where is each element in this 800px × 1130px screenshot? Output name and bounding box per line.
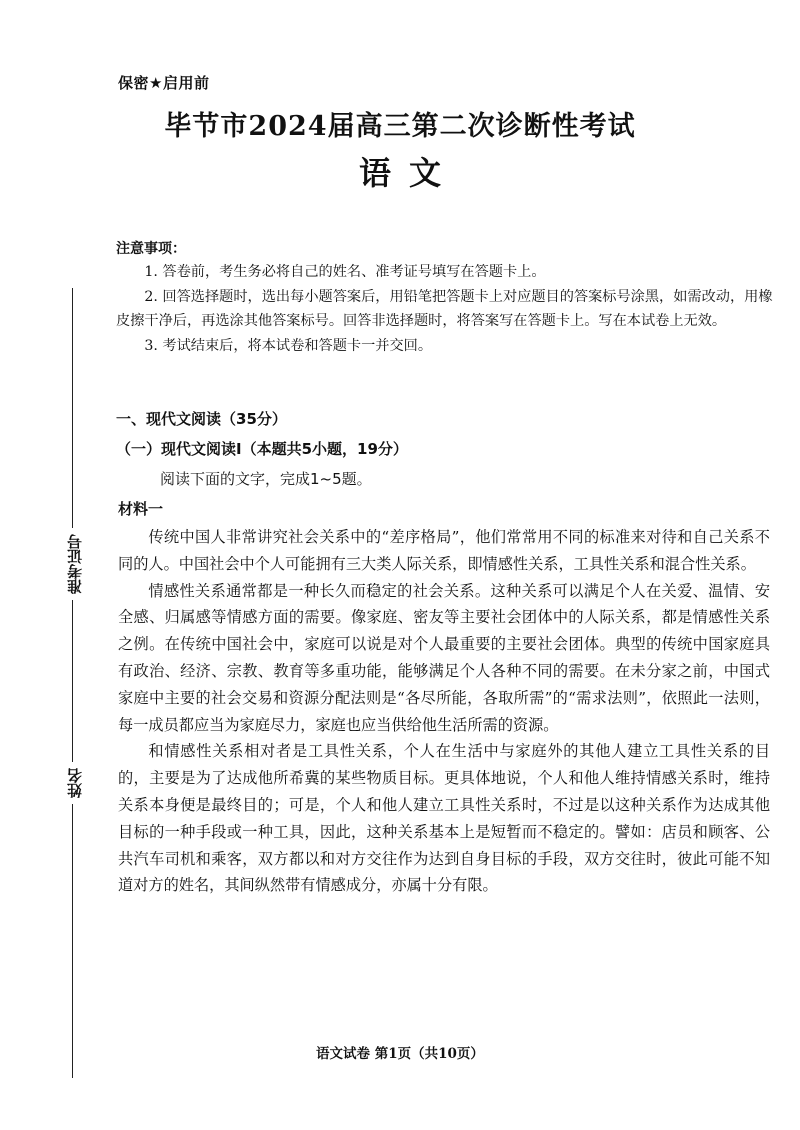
notice-item-3: 3. 考试结束后，将本试卷和答题卡一并交回。 — [144, 337, 433, 354]
page-footer: 语文试卷 第1页（共10页） — [316, 1046, 484, 1062]
section-heading: 一、现代文阅读（35分） — [116, 410, 287, 428]
reading-instruction: 阅读下面的文字，完成1~5题。 — [160, 470, 372, 488]
binding-margin-line — [72, 288, 73, 1078]
material-paragraph-3: 和情感性关系相对者是工具性关系，个人在生活中与家庭外的其他人建立工具性关系的目的，主要是为了达成他所希冀的某些物质目标。更具体地说，个人和他人维持情感关系时，维持关系本身便是最终目的；可是，个人和他人建立工具性关系时，不过是以这种关系作为达成其他目标的一种手段或一种工具，因此，这种关系基本上是短暂而不稳定的。譬如：店员和顾客、公共汽车司机和乘客，双方都以和对方交往作为达到自身目标的手段，双方交往时，彼此可能不知道对方的姓名，其间纵然带有情感成分，亦属十分有限。 — [118, 742, 770, 895]
material-paragraph-2: 情感性关系通常都是一种长久而稳定的社会关系。这种关系可以满足个人在关爱、温情、安全感、归属感等情感方面的需要。像家庭、密友等主要社会团体中的人际关系，都是情感性关系之例。在传统中国社会中，家庭可以说是对个人最重要的主要社会团体。典型的传统中国家庭具有政治、经济、宗教、教育等多重功能，能够满足个人各种不同的需要。在未分家之前，中国式家庭中主要的社会交易和资源分配法则是“各尽所能，各取所需”的“需求法则”，依照此一法则，每一成员都应当为家庭尽力，家庭也应当供给他生活所需的资源。 — [118, 581, 770, 734]
material-paragraph-1: 传统中国人非常讲究社会关系中的“差序格局”，他们常常用不同的标准来对待和自己关系不同的人。中国社会中个人可能拥有三大类人际关系，即情感性关系，工具性关系和混合性关系。 — [118, 528, 770, 573]
subject-title: 语文 — [358, 154, 459, 192]
name-label: 姓名 — [64, 762, 85, 804]
subsection-heading: （一）现代文阅读Ⅰ（本题共5小题，19分） — [116, 440, 408, 458]
notice-heading: 注意事项： — [116, 241, 186, 257]
notice-item-2: 2. 回答选择题时，选出每小题答案后，用铅笔把答题卡上对应题目的答案标号涂黑，如需改动，用橡皮擦干净后，再选涂其他答案标号。回答非选择题时，将答案写在答题卡上。写在本试卷上无效。 — [116, 288, 773, 329]
exam-id-label: 准考证号 — [64, 528, 85, 600]
exam-title: 毕节市2024届高三第二次诊断性考试 — [164, 111, 636, 142]
confidential-mark: 保密★启用前 — [118, 74, 210, 92]
notice-list — [116, 260, 776, 358]
notice-item-1: 1. 答卷前，考生务必将自己的姓名、准考证号填写在答题卡上。 — [144, 264, 546, 280]
material-label: 材料一 — [118, 500, 164, 518]
material-body — [118, 524, 770, 899]
